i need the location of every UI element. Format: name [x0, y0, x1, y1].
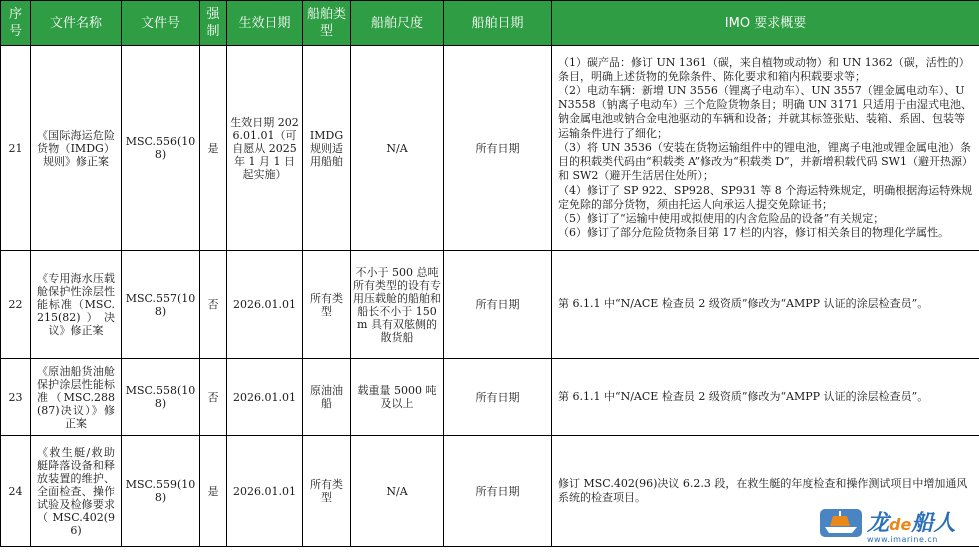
row-file-name: 《原油船货油舱保护涂层性能标准（MSC.288(87)决议）》修正案	[31, 359, 122, 436]
watermark	[815, 504, 973, 552]
header-mandatory: 强制	[200, 1, 227, 46]
row-ship-date: 所有日期	[444, 251, 552, 359]
row-no: 24	[1, 436, 31, 547]
row-ship-type: 所有类型	[303, 251, 351, 359]
ship-logo-icon	[819, 508, 863, 538]
header-no: 序号	[1, 1, 31, 46]
row-imo-summary	[552, 251, 979, 359]
table-header-row	[1, 1, 979, 46]
row-file-number: MSC.558(108)	[122, 359, 200, 436]
row-ship-type: 原油油船	[303, 359, 351, 436]
row-ship-type: IMDG 规则适用船舶	[303, 46, 351, 251]
table-row	[1, 359, 979, 436]
row-file-number: MSC.559(108)	[122, 436, 200, 547]
row-no: 22	[1, 251, 31, 359]
row-file-name: 《国际海运危险货物（IMDG）规则》修正案	[31, 46, 122, 251]
row-ship-date: 所有日期	[444, 359, 552, 436]
row-mandatory: 否	[200, 359, 227, 436]
watermark-url: www.imarine.cn	[867, 535, 938, 544]
row-imo-summary	[552, 46, 979, 251]
table-row	[1, 46, 979, 251]
header-imo-summary: IMO 要求概要	[552, 1, 979, 46]
row-file-number: MSC.556(108)	[122, 46, 200, 251]
summary-item: （6）修订了部分危险货物条目第 17 栏的内容，修订相关条目的物理化学属性。	[558, 226, 949, 240]
row-no: 21	[1, 46, 31, 251]
summary-item: 第 6.1.1 中“N/ACE 检查员 2 级资质”修改为“AMPP 认证的涂层检查员”。	[558, 297, 929, 311]
row-mandatory: 是	[200, 46, 227, 251]
summary-item: （4）修订了 SP 922、SP928、SP931 等 8 个海运特殊规定，明确根据海运特殊规定免除的部分货物，须由托运人向承运人提交免除证书；	[558, 183, 973, 211]
row-ship-date: 所有日期	[444, 46, 552, 251]
summary-item: 第 6.1.1 中“N/ACE 检查员 2 级资质”修改为“AMPP 认证的涂层检查员”。	[558, 389, 929, 403]
row-ship-size: N/A	[351, 46, 444, 251]
summary-item: 修订 MSC.402(96)决议 6.2.3 段，在救生艇的年度检查和操作测试项目中增加通风系统的检查项目。	[558, 476, 968, 504]
table-row	[1, 251, 979, 359]
row-mandatory: 否	[200, 251, 227, 359]
watermark-title: 龙de船人	[867, 511, 956, 536]
row-file-name: 《救生艇/救助艇降落设备和释放装置的维护、全面检查、操作试验及检修要求（MSC.402(96)	[31, 436, 122, 547]
header-effective-date: 生效日期	[227, 1, 303, 46]
row-imo-summary	[552, 359, 979, 436]
row-no: 23	[1, 359, 31, 436]
summary-item: （3）将 UN 3536（安装在货物运输组件中的锂电池，锂离子电池或锂金属电池）条目的积载类代码由“积载类 A”修改为“积载类 D”，并新增积载代码 SW1（避开热源）和 SW2（避开生活居住处所）；	[558, 140, 973, 183]
row-effective-date: 2026.01.01	[227, 251, 303, 359]
row-effective-date: 生效日期 2026.01.01（可自愿从 2025 年 1 月 1 日起实施）	[227, 46, 303, 251]
header-file-name: 文件名称	[31, 1, 122, 46]
row-ship-size: N/A	[351, 436, 444, 547]
row-file-name: 《专用海水压载舱保护性涂层性能标准（MSC.215(82)）决议》修正案	[31, 251, 122, 359]
header-file-number: 文件号	[122, 1, 200, 46]
row-file-number: MSC.557(108)	[122, 251, 200, 359]
summary-item: （5）修订了“运输中使用或拟使用的内含危险品的设备”有关规定；	[558, 211, 885, 225]
row-ship-size: 不小于 500 总吨所有类型的设有专用压载舱的船舶和船长不小于 150m 具有双舷侧的散货船	[351, 251, 444, 359]
header-ship-size: 船舶尺度	[351, 1, 444, 46]
header-ship-date: 船舶日期	[444, 1, 552, 46]
row-effective-date: 2026.01.01	[227, 436, 303, 547]
row-mandatory: 是	[200, 436, 227, 547]
row-ship-size: 载重量 5000 吨及以上	[351, 359, 444, 436]
summary-item: （1）碳产品：修订 UN 1361（碳，来自植物或动物）和 UN 1362（碳，活性的）条目，明确上述货物的免除条件、陈化要求和箱内积载要求等；	[558, 55, 970, 83]
row-effective-date: 2026.01.01	[227, 359, 303, 436]
row-ship-type: 所有类型	[303, 436, 351, 547]
header-ship-type: 船舶类型	[303, 1, 351, 46]
row-ship-date: 所有日期	[444, 436, 552, 547]
summary-item: （2）电动车辆：新增 UN 3556（锂离子电动车）、UN 3557（锂金属电动车）、UN3558（钠离子电动车）三个危险货物条目；明确 UN 3171 只适用于由湿式电池、钠金属电池或钠合金电池驱动的车辆和设备；并就其标签张贴、装箱、系固、包装等运输条件进行了细化；	[558, 84, 972, 140]
